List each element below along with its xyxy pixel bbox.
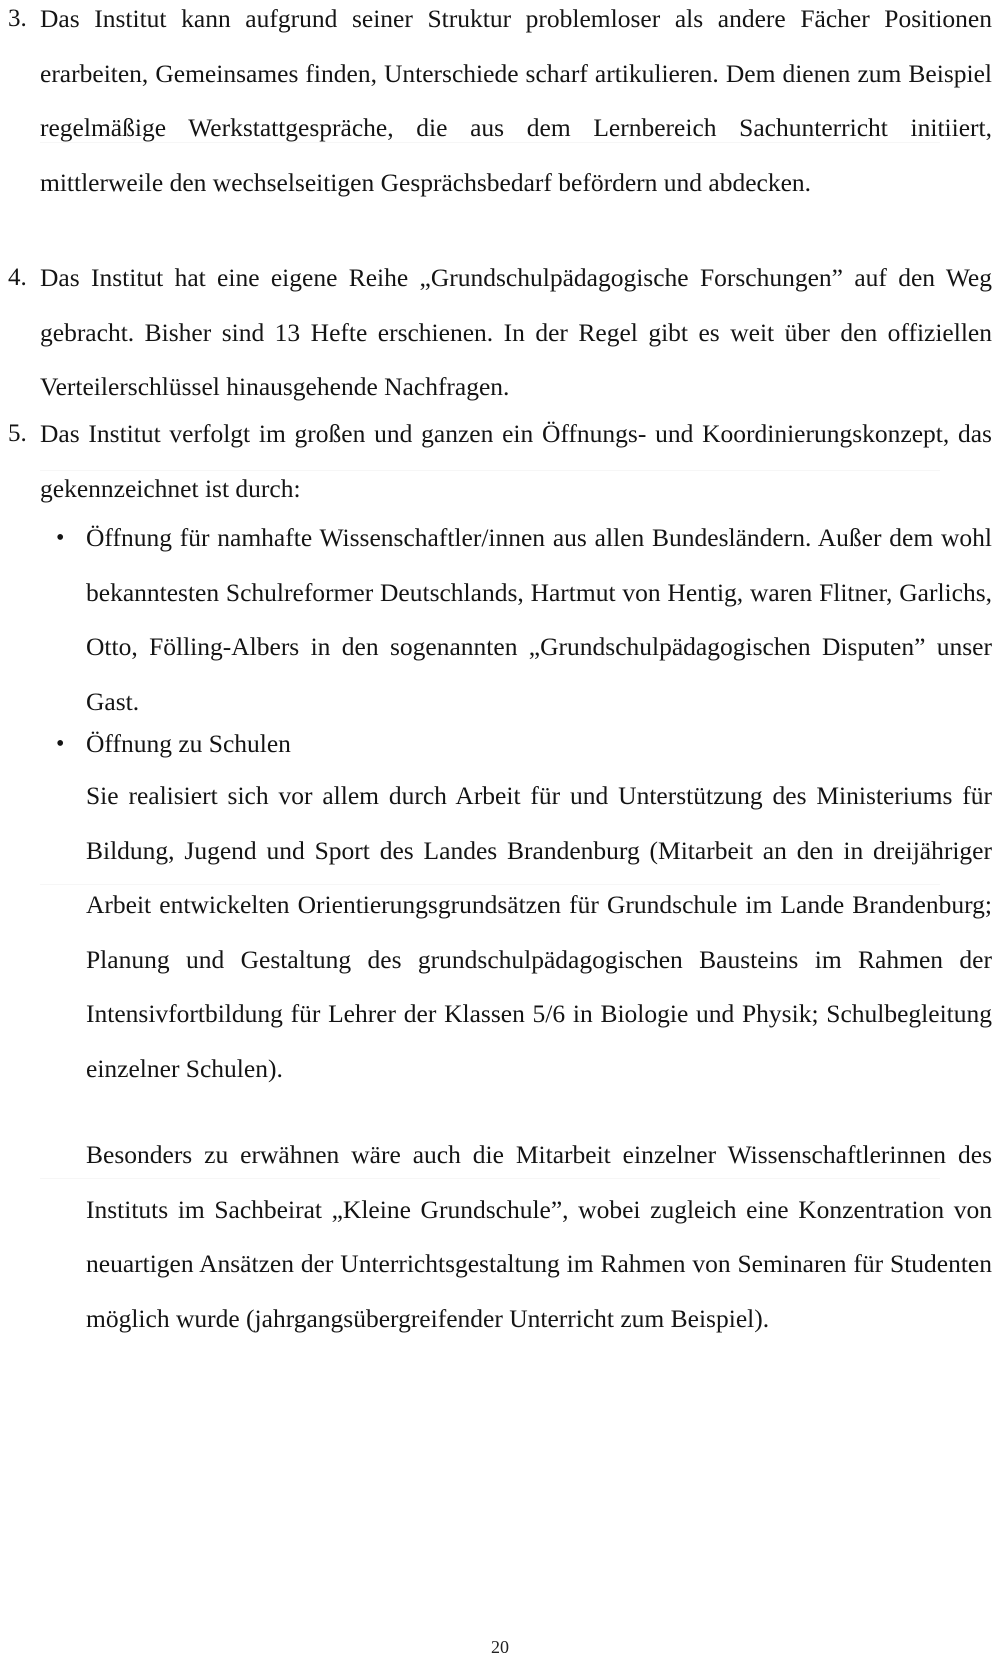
page-number: 20 xyxy=(491,1637,509,1657)
item-number: 5. xyxy=(8,420,27,447)
item-text: Das Institut kann aufgrund seiner Struktur problemloser als andere Fächer Positionen erarbeiten, Gemeinsames finden, Unterschiede scharf artikulieren. Dem dienen zum Beispiel regelmäßige Werkstattgespräche, die aus dem Lernbereich Sachunterricht initiiert, mittlerweile den wechselseitigen Gesprächsbedarf befördern und abdecken. xyxy=(40,4,992,197)
item-number: 3. xyxy=(8,5,27,32)
item-text: Das Institut verfolgt im großen und ganzen ein Öffnungs- und Koordinierungskonzept, das gekennzeichnet ist durch: xyxy=(40,419,992,503)
paragraph-text: Besonders zu erwähnen wäre auch die Mitarbeit einzelner Wissenschaftlerinnen des Instituts im Sachbeirat „Kleine Grundschule”, wobei zugleich eine Konzentration von neuartigen Ansätzen der Unterrichtsgestaltung im Rahmen von Seminaren für Studenten möglich wurde (jahrgangsübergreifender Unterricht zum Beispiel). xyxy=(86,1140,992,1333)
item-text: Das Institut hat eine eigene Reihe „Grundschulpädagogische Forschungen” auf den Weg gebracht. Bisher sind 13 Hefte erschienen. In der Regel gibt es weit über den offiziellen Verteilerschlüssel hinausgehende Nachfragen. xyxy=(40,263,992,401)
bullet-icon: • xyxy=(56,525,65,551)
item-number: 4. xyxy=(8,264,27,291)
bullet-text: Öffnung für namhafte Wissenschaftler/innen aus allen Bundesländern. Außer dem wohl bekanntesten Schulreformer Deutschlands, Hartmut von Hentig, waren Flitner, Garlichs, Otto, Fölling-Albers in den sogenannten „Grundschulpädagogischen Disputen” unser Gast. xyxy=(86,523,992,716)
bullet-text: Öffnung zu Schulen xyxy=(86,729,291,758)
paragraph-text: Sie realisiert sich vor allem durch Arbeit für und Unterstützung des Ministeriums für Bildung, Jugend und Sport des Landes Brandenburg (Mitarbeit an den in dreijähriger Arbeit entwickelten Orientierungsgrundsätzen für Grundschule im Lande Brandenburg; Planung und Gestaltung des grundschulpädagogischen Bausteins im Rahmen der Intensivfortbildung für Lehrer der Klassen 5/6 in Biologie und Physik; Schulbegleitung einzelner Schulen). xyxy=(86,781,992,1083)
bullet-icon: • xyxy=(56,731,65,757)
